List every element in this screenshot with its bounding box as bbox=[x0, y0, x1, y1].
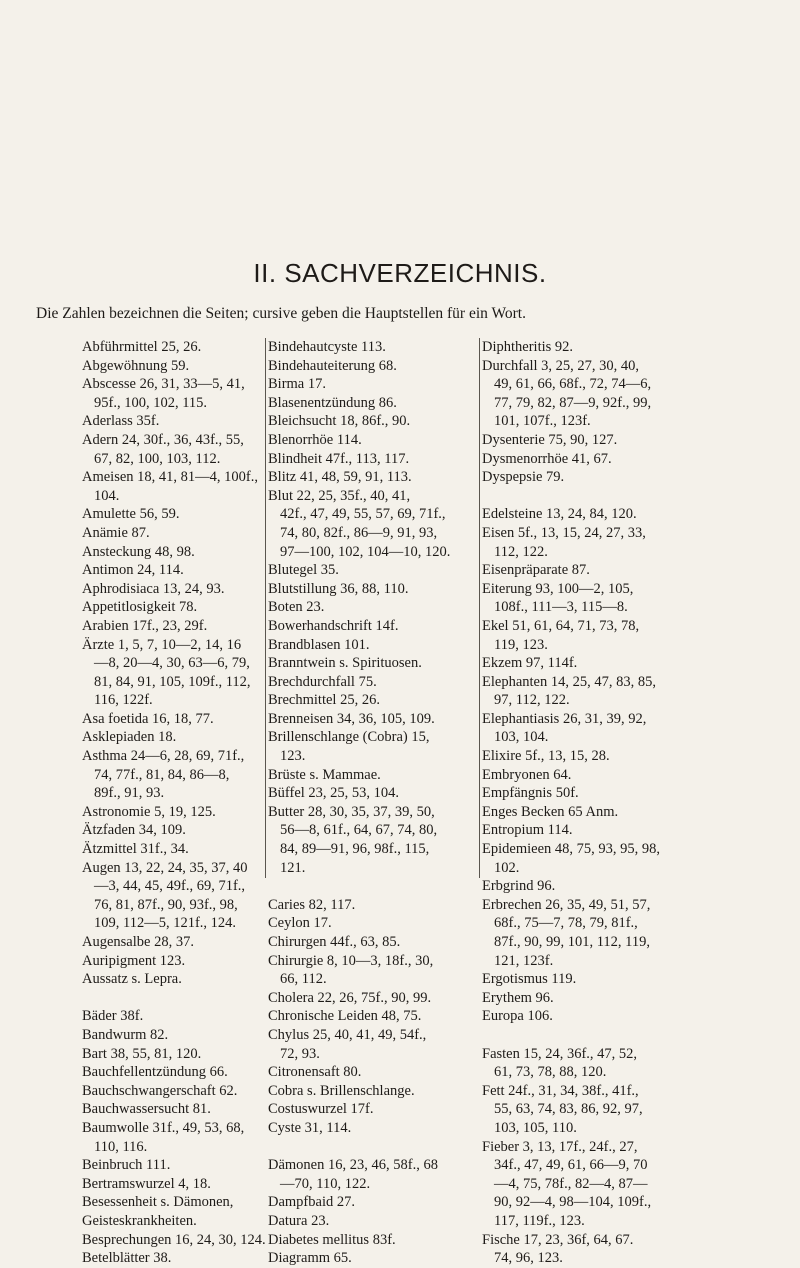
index-column-1 bbox=[82, 338, 266, 1268]
index-entry-continuation: 90, 92—4, 98—104, 109f., bbox=[494, 1194, 652, 1211]
index-entry: Caries 82, 117. bbox=[268, 896, 356, 913]
index-entry-continuation: 34f., 47, 49, 61, 66—9, 70 bbox=[494, 1157, 648, 1174]
index-entry: Brechmittel 25, 26. bbox=[268, 692, 380, 709]
index-entry-continuation: 123. bbox=[280, 748, 306, 765]
index-entry-continuation: 72, 93. bbox=[280, 1045, 320, 1062]
index-entry-continuation: —8, 20—4, 30, 63—6, 79, bbox=[94, 655, 250, 672]
index-entry: Eisen 5f., 13, 15, 24, 27, 33, bbox=[482, 524, 646, 541]
index-entry: Bindehauteiterung 68. bbox=[268, 357, 397, 374]
index-entry: Blindheit 47f., 113, 117. bbox=[268, 450, 410, 467]
index-entry: Costuswurzel 17f. bbox=[268, 1101, 374, 1118]
index-entry: Embryonen 64. bbox=[482, 766, 572, 783]
index-entry-continuation: 108f., 111—3, 115—8. bbox=[494, 599, 628, 616]
index-entry: Erbgrind 96. bbox=[482, 878, 556, 895]
index-entry: Empfängnis 50f. bbox=[482, 785, 579, 802]
index-entry-continuation: 97, 112, 122. bbox=[494, 692, 570, 709]
index-entry: Birma 17. bbox=[268, 376, 326, 393]
index-entry-continuation: —3, 44, 45, 49f., 69, 71f., bbox=[94, 878, 246, 895]
index-entry-continuation: 42f., 47, 49, 55, 57, 69, 71f., bbox=[280, 506, 446, 523]
index-entry: Aderlass 35f. bbox=[82, 413, 160, 430]
index-entry: Fische 17, 23, 36f, 64, 67. bbox=[482, 1231, 634, 1248]
index-entry: Ekzem 97, 114f. bbox=[482, 655, 578, 672]
index-column-3 bbox=[479, 338, 697, 1267]
section-gap bbox=[268, 877, 475, 896]
index-entry-continuation: 109, 112—5, 121f., 124. bbox=[94, 915, 237, 932]
index-entry-continuation: 49, 61, 66, 68f., 72, 74—6, bbox=[494, 376, 652, 393]
index-entry: Dyspepsie 79. bbox=[482, 469, 565, 486]
index-entry-continuation: 102. bbox=[494, 859, 520, 876]
section-gap bbox=[82, 989, 262, 1008]
index-entry: Bandwurm 82. bbox=[82, 1026, 169, 1043]
index-entry: Cobra s. Brillenschlange. bbox=[268, 1082, 415, 1099]
index-entry: Dampfbaid 27. bbox=[268, 1194, 355, 1211]
index-entry: Bertramswurzel 4, 18. bbox=[82, 1175, 211, 1192]
index-entry: Erythem 96. bbox=[482, 989, 554, 1006]
index-entry: Enges Becken 65 Anm. bbox=[482, 803, 619, 820]
index-entry-continuation: 97—100, 102, 104—10, 120. bbox=[280, 543, 451, 560]
index-entry: Astronomie 5, 19, 125. bbox=[82, 803, 216, 820]
index-entry: Blutstillung 36, 88, 110. bbox=[268, 580, 409, 597]
index-entry: Augen 13, 22, 24, 35, 37, 40 bbox=[82, 859, 248, 876]
index-entry: Bauchwassersucht 81. bbox=[82, 1101, 211, 1118]
index-entry: Cyste 31, 114. bbox=[268, 1119, 352, 1136]
index-entry: Appetitlosigkeit 78. bbox=[82, 599, 198, 616]
index-entry-continuation: 117, 119f., 123. bbox=[494, 1212, 585, 1229]
index-entry: Betelblätter 38. bbox=[82, 1250, 172, 1267]
index-entry: Geisteskrankheiten. bbox=[82, 1212, 197, 1229]
index-entry-continuation: 112, 122. bbox=[494, 543, 548, 560]
index-entry: Bart 38, 55, 81, 120. bbox=[82, 1045, 202, 1062]
index-entry-continuation: 101, 107f., 123f. bbox=[494, 413, 591, 430]
index-entry-continuation: 81, 84, 91, 105, 109f., 112, bbox=[94, 673, 251, 690]
index-entry: Datura 23. bbox=[268, 1212, 330, 1229]
index-entry: Cholera 22, 26, 75f., 90, 99. bbox=[268, 989, 432, 1006]
index-entry: Ergotismus 119. bbox=[482, 971, 577, 988]
index-entry: Fett 24f., 31, 34, 38f., 41f., bbox=[482, 1082, 639, 1099]
index-entry: Ärzte 1, 5, 7, 10—2, 14, 16 bbox=[82, 636, 242, 653]
index-entry-continuation: 67, 82, 100, 103, 112. bbox=[94, 450, 221, 467]
index-entry-continuation: 103, 104. bbox=[494, 729, 549, 746]
index-entry-continuation: 95f., 100, 102, 115. bbox=[94, 394, 208, 411]
index-entry: Abführmittel 25, 26. bbox=[82, 339, 202, 355]
index-column-2 bbox=[265, 338, 475, 1267]
index-entry: Blenorrhöe 114. bbox=[268, 431, 362, 448]
index-entry: Arabien 17f., 23, 29f. bbox=[82, 617, 208, 634]
index-entry: Erbrechen 26, 35, 49, 51, 57, bbox=[482, 896, 651, 913]
index-entry-continuation: 76, 81, 87f., 90, 93f., 98, bbox=[94, 896, 238, 913]
index-entry: Büffel 23, 25, 53, 104. bbox=[268, 785, 400, 802]
index-entry: Chylus 25, 40, 41, 49, 54f., bbox=[268, 1026, 427, 1043]
index-entry: Ameisen 18, 41, 81—4, 100f., bbox=[82, 469, 258, 486]
index-entry-continuation: 61, 73, 78, 88, 120. bbox=[494, 1064, 607, 1081]
index-entry: Chronische Leiden 48, 75. bbox=[268, 1008, 422, 1025]
index-entry: Branntwein s. Spirituosen. bbox=[268, 655, 422, 672]
index-entry: Auripigment 123. bbox=[82, 952, 186, 969]
index-entry: Adern 24, 30f., 36, 43f., 55, bbox=[82, 431, 244, 448]
index-entry-continuation: 121, 123f. bbox=[494, 952, 554, 969]
index-entry: Besessenheit s. Dämonen, bbox=[82, 1194, 234, 1211]
index-entry-continuation: 87f., 90, 99, 101, 112, 119, bbox=[494, 934, 651, 950]
index-entry-continuation: 110, 116. bbox=[94, 1138, 148, 1155]
page-title: II. SACHVERZEICHNIS. bbox=[253, 258, 547, 288]
index-entry: Ekel 51, 61, 64, 71, 73, 78, bbox=[482, 617, 640, 634]
index-entry-continuation: 74, 77f., 81, 84, 86—8, bbox=[94, 766, 230, 783]
index-entry: Entropium 114. bbox=[482, 822, 573, 839]
section-gap bbox=[482, 487, 697, 506]
index-entry: Eiterung 93, 100—2, 105, bbox=[482, 580, 634, 597]
index-entry: Baumwolle 31f., 49, 53, 68, bbox=[82, 1119, 245, 1136]
index-entry-continuation: 104. bbox=[94, 487, 120, 504]
index-entry-continuation: 84, 89—91, 96, 98f., 115, bbox=[280, 841, 430, 858]
index-entry: Besprechungen 16, 24, 30, 124. bbox=[82, 1231, 266, 1248]
index-entry-continuation: 66, 112. bbox=[280, 971, 327, 988]
index-entry-continuation: 121. bbox=[280, 859, 306, 876]
index-entry: Abgewöhnung 59. bbox=[82, 357, 190, 374]
index-entry: Diphtheritis 92. bbox=[482, 339, 574, 355]
index-entry: Ätzmittel 31f., 34. bbox=[82, 841, 189, 858]
index-entry: Blut 22, 25, 35f., 40, 41, bbox=[268, 487, 411, 504]
index-entry: Chirurgen 44f., 63, 85. bbox=[268, 934, 401, 950]
index-entry: Ansteckung 48, 98. bbox=[82, 543, 195, 560]
index-entry-continuation: 74, 80, 82f., 86—9, 91, 93, bbox=[280, 524, 438, 541]
index-entry: Aphrodisiaca 13, 24, 93. bbox=[82, 580, 225, 597]
index-entry-continuation: 119, 123. bbox=[494, 636, 548, 653]
index-entry: Aussatz s. Lepra. bbox=[82, 971, 182, 988]
index-entry: Abscesse 26, 31, 33—5, 41, bbox=[82, 376, 245, 393]
index-entry: Dämonen 16, 23, 46, 58f., 68 bbox=[268, 1157, 438, 1174]
index-entry: Durchfall 3, 25, 27, 30, 40, bbox=[482, 357, 640, 374]
index-entry: Bauchfellentzündung 66. bbox=[82, 1064, 228, 1081]
index-entry: Amulette 56, 59. bbox=[82, 506, 180, 523]
index-entry: Europa 106. bbox=[482, 1008, 553, 1025]
index-entry-continuation: 116, 122f. bbox=[94, 692, 153, 709]
index-entry: Brillenschlange (Cobra) 15, bbox=[268, 729, 430, 746]
section-gap bbox=[482, 1026, 697, 1045]
index-entry-continuation: 74, 96, 123. bbox=[494, 1250, 563, 1267]
index-entry: Elephantiasis 26, 31, 39, 92, bbox=[482, 710, 647, 727]
index-entry: Bäder 38f. bbox=[82, 1008, 144, 1025]
index-entry-continuation: 103, 105, 110. bbox=[494, 1119, 577, 1136]
index-note: Die Zahlen bezeichnen die Seiten; cursive geben die Hauptstellen für ein Wort. bbox=[36, 305, 526, 322]
index-entry: Butter 28, 30, 35, 37, 39, 50, bbox=[268, 803, 435, 820]
index-entry: Elephanten 14, 25, 47, 83, 85, bbox=[482, 673, 656, 690]
index-entry-continuation: 89f., 91, 93. bbox=[94, 785, 165, 802]
index-entry: Asthma 24—6, 28, 69, 71f., bbox=[82, 748, 245, 765]
index-entry: Blutegel 35. bbox=[268, 562, 339, 579]
index-entry: Anämie 87. bbox=[82, 524, 150, 541]
index-entry: Beinbruch 111. bbox=[82, 1157, 171, 1174]
index-entry: Diagramm 65. bbox=[268, 1250, 352, 1267]
index-entry: Brechdurchfall 75. bbox=[268, 673, 377, 690]
index-entry: Blasenentzündung 86. bbox=[268, 394, 397, 411]
index-entry: Augensalbe 28, 37. bbox=[82, 934, 194, 950]
index-entry: Asa foetida 16, 18, 77. bbox=[82, 710, 214, 727]
index-entry: Diabetes mellitus 83f. bbox=[268, 1231, 396, 1248]
index-entry: Brenneisen 34, 36, 105, 109. bbox=[268, 710, 435, 727]
index-entry-continuation: 55, 63, 74, 83, 86, 92, 97, bbox=[494, 1101, 643, 1118]
index-entry: Bindehautcyste 113. bbox=[268, 339, 386, 355]
index-entry: Elixire 5f., 13, 15, 28. bbox=[482, 748, 610, 765]
index-entry: Bleichsucht 18, 86f., 90. bbox=[268, 413, 411, 430]
index-entry: Antimon 24, 114. bbox=[82, 562, 184, 579]
index-entry: Brandblasen 101. bbox=[268, 636, 370, 653]
index-entry-continuation: —4, 75, 78f., 82—4, 87— bbox=[494, 1175, 648, 1192]
index-entry: Ceylon 17. bbox=[268, 915, 332, 932]
index-entry: Citronensaft 80. bbox=[268, 1064, 362, 1081]
index-entry: Eisenpräparate 87. bbox=[482, 562, 590, 579]
index-entry: Edelsteine 13, 24, 84, 120. bbox=[482, 506, 637, 523]
index-entry: Epidemieen 48, 75, 93, 95, 98, bbox=[482, 841, 661, 858]
index-entry: Dysenterie 75, 90, 127. bbox=[482, 431, 618, 448]
index-entry-continuation: —70, 110, 122. bbox=[280, 1175, 371, 1192]
index-entry: Bauchschwangerschaft 62. bbox=[82, 1082, 238, 1099]
index-entry: Dysmenorrhöe 41, 67. bbox=[482, 450, 612, 467]
index-entry: Blitz 41, 48, 59, 91, 113. bbox=[268, 469, 412, 486]
index-entry: Fieber 3, 13, 17f., 24f., 27, bbox=[482, 1138, 638, 1155]
section-gap bbox=[268, 1138, 475, 1157]
index-entry: Fasten 15, 24, 36f., 47, 52, bbox=[482, 1045, 638, 1062]
index-entry-continuation: 68f., 75—7, 78, 79, 81f., bbox=[494, 915, 638, 932]
index-entry: Brüste s. Mammae. bbox=[268, 766, 381, 783]
index-entry-continuation: 77, 79, 82, 87—9, 92f., 99, bbox=[494, 394, 652, 411]
index-entry: Ätzfaden 34, 109. bbox=[82, 822, 186, 839]
index-entry: Bowerhandschrift 14f. bbox=[268, 617, 399, 634]
index-entry: Asklepiaden 18. bbox=[82, 729, 177, 746]
index-entry-continuation: 56—8, 61f., 64, 67, 74, 80, bbox=[280, 822, 438, 839]
index-entry: Boten 23. bbox=[268, 599, 325, 616]
index-entry: Chirurgie 8, 10—3, 18f., 30, bbox=[268, 952, 434, 969]
